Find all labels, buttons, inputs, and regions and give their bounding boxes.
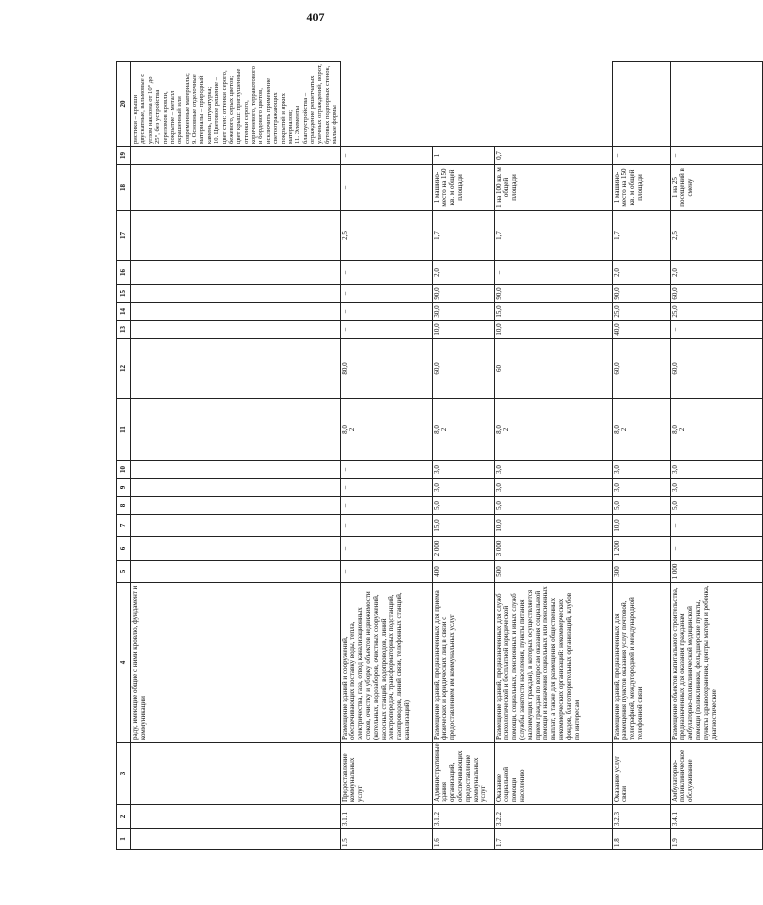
cell-col-13: 10,0: [432, 321, 494, 339]
cell-col-12: 60,0: [670, 339, 762, 399]
header-cell: 11: [117, 399, 131, 461]
cell-col-17: 2,5: [340, 211, 432, 261]
cell-col-1: 1.9: [670, 829, 762, 850]
cell-col-10: 3,0: [494, 461, 612, 479]
cell-col-7: 15,0: [432, 515, 494, 537]
cell-col-10: –: [340, 461, 432, 479]
cell-col-13: 10,0: [494, 321, 612, 339]
cell-col-14: 25,0: [670, 303, 762, 321]
continuation-row: [131, 62, 341, 850]
cell-col-12: 60,0: [612, 339, 670, 399]
cell-col-17: 2,5: [670, 211, 762, 261]
empty-note-cell: [612, 62, 670, 147]
cell-col-3: Оказание социальной помощи населению: [494, 743, 612, 805]
cell-col-16: 2,0: [670, 261, 762, 285]
cell-col-16: 2,0: [432, 261, 494, 285]
cell-col-16: –: [494, 261, 612, 285]
table-row: [670, 62, 762, 850]
cell-col-5: –: [340, 561, 432, 583]
header-cell: 4: [117, 583, 131, 743]
cell-col-15: –: [340, 285, 432, 303]
cell-col-4: Размещение объектов капитального строительства, предназначенных для оказания гражданам амбулаторно-поликлинической медицинской помощи (поликлиники, фельдшерские пункты, пункты здравоохранения, центры матери и ребенка, диагностические: [670, 583, 762, 743]
cell-col-3: Оказание услуг связи: [612, 743, 670, 805]
cell-col-11: 8,0 2: [612, 399, 670, 461]
page-number: 407: [306, 10, 325, 24]
cell-col-14: –: [340, 303, 432, 321]
cell-col-8: 5,0: [612, 497, 670, 515]
cell-col-15: 90,0: [494, 285, 612, 303]
cell-col-9: 3,0: [670, 479, 762, 497]
cell-col-8: 5,0: [494, 497, 612, 515]
cell-col-2: 3.2.3: [612, 805, 670, 829]
cell-col-13: –: [340, 321, 432, 339]
regulations-table: [116, 61, 763, 850]
cell-col-6: 1 200: [612, 537, 670, 561]
cell-col-18: 1 машино-место на 150 кв. м общей площади: [432, 165, 494, 211]
cell-col-3: Амбулаторно-поликлиническое обслуживание: [670, 743, 762, 805]
header-cell: 13: [117, 321, 131, 339]
cell-col-2: 3.1.1: [340, 805, 432, 829]
cell-col-1: 1.8: [612, 829, 670, 850]
table-row: [494, 62, 612, 850]
header-cell: 17: [117, 211, 131, 261]
cell-col-1: 1.7: [494, 829, 612, 850]
table-row: [612, 62, 670, 850]
cell-col-12: 60: [494, 339, 612, 399]
cell-col-1: 1.5: [340, 829, 432, 850]
cell-col-15: 90,0: [432, 285, 494, 303]
cell-col-11: 8,0 2: [494, 399, 612, 461]
cell-col-14: 25,0: [612, 303, 670, 321]
cell-col-11: 8,0 2: [432, 399, 494, 461]
table-row: [340, 62, 432, 850]
cell-col-6: 2 000: [432, 537, 494, 561]
cell-col-14: 30,0: [432, 303, 494, 321]
cell-col-4: Размещение зданий, предназначенных для размещения пунктов оказания услуг почтовой, телеграфной, междугородней и международной телефонной связи: [612, 583, 670, 743]
header-cell: 19: [117, 147, 131, 165]
cell-col-5: 300: [612, 561, 670, 583]
cell-col-10: 3,0: [612, 461, 670, 479]
architectural-notes: ристики – крыши двускатные, вальмовые с углом наклона от 10° до 25°, без устройства переломов кровли, покрытие – металл окрашенный или современные материалы; 9. Основные отделочные материалы – природный камень, штукатурка; 10. Цветовое решение – цвет стен: оттенки серого, бежевого, серых цветов; цвет крыш: приглушенные оттенки серого, коричневого, терракотового и бордового цветов, исключить применение светоотражающих покрытий и ярких материалов; 11. Элементы благоустройства – ограждение решетчатых уличных ограждений, ворот, бутовых подпорных стенок, малые формы: [131, 62, 341, 147]
cell-col-12: 80,0: [340, 339, 432, 399]
cell-col-10: 3,0: [670, 461, 762, 479]
cell-col-2: 3.1.2: [432, 805, 494, 829]
cell-col-6: –: [340, 537, 432, 561]
cell-col-13: 40,0: [612, 321, 670, 339]
cell-col-8: 5,0: [432, 497, 494, 515]
header-cell: 15: [117, 285, 131, 303]
cell-col-2: 3.4.1: [670, 805, 762, 829]
cell-col-4: Размещение зданий и сооружений, обеспечивающих поставку воды, тепла, электричества, газа, отвод канализационных стоков, очистку и уборку объектов недвижимости (котельных, водозаборов, очистных сооружений, насосных станций, водопроводов, линий электропередач, трансформаторных подстанций, газопроводов, линий связи, телефонных станций, канализаций): [340, 583, 432, 743]
cell-col-3: Предоставление коммунальных услуг: [340, 743, 432, 805]
header-cell: 18: [117, 165, 131, 211]
cell-col-5: 400: [432, 561, 494, 583]
cell-col-18: –: [340, 165, 432, 211]
empty-note-cell: [670, 62, 762, 147]
cell-col-10: 3,0: [432, 461, 494, 479]
cell-col-8: 5,0: [670, 497, 762, 515]
cell-col-12: 60,0: [432, 339, 494, 399]
header-cell: 12: [117, 339, 131, 399]
header-cell: 9: [117, 479, 131, 497]
continuation-text: раду, имеющие общие с ними кровлю, фундамент и коммуникации: [131, 583, 341, 743]
header-cell: 8: [117, 497, 131, 515]
cell-col-6: –: [670, 537, 762, 561]
cell-col-7: –: [340, 515, 432, 537]
cell-col-3: Административные здания организаций, обеспечивающих предоставление коммунальных услуг: [432, 743, 494, 805]
cell-col-9: 3,0: [612, 479, 670, 497]
cell-col-19: –: [340, 147, 432, 165]
cell-col-17: 1,7: [432, 211, 494, 261]
cell-col-15: 90,0: [612, 285, 670, 303]
cell-col-7: –: [670, 515, 762, 537]
header-cell: 16: [117, 261, 131, 285]
cell-col-18: 1 на 100 кв. м общей площади: [494, 165, 612, 211]
header-cell: 10: [117, 461, 131, 479]
cell-col-14: 15,0: [494, 303, 612, 321]
cell-col-9: –: [340, 479, 432, 497]
cell-col-7: 10,0: [494, 515, 612, 537]
table-row: [432, 62, 494, 850]
cell-col-16: –: [340, 261, 432, 285]
header-row: [117, 62, 131, 850]
cell-col-1: 1.6: [432, 829, 494, 850]
cell-col-19: –: [612, 147, 670, 165]
cell-col-16: 2,0: [612, 261, 670, 285]
cell-col-5: 1 000: [670, 561, 762, 583]
cell-col-17: 1,7: [494, 211, 612, 261]
header-cell: 3: [117, 743, 131, 805]
cell-col-19: –: [670, 147, 762, 165]
header-cell: 14: [117, 303, 131, 321]
cell-col-4: Размещение зданий, предназначенных для служб психологической и бесплатной юридической помощи, социальных, пенсионных и иных служб (службы занятости населения, пункты питания малоимущих граждан), в которых осуществляется прием граждан по вопросам оказания социальной помощи и назначения социальных или пенсионных выплат, а также для размещения общественных некоммерческих организаций: некоммерческих фондов, благотворительных организаций, клубов по интересам: [494, 583, 612, 743]
cell-col-4: Размещение зданий, предназначенных для приема физических и юридических лиц в связи с предоставлением им коммунальных услуг: [432, 583, 494, 743]
cell-col-17: 1,7: [612, 211, 670, 261]
cell-col-18: 1 машино-место на 150 кв. м общей площади: [612, 165, 670, 211]
cell-col-11: 8,0 2: [670, 399, 762, 461]
cell-col-15: 60,0: [670, 285, 762, 303]
header-cell: 20: [117, 62, 131, 147]
cell-col-9: 3,0: [494, 479, 612, 497]
header-cell: 5: [117, 561, 131, 583]
header-cell: 6: [117, 537, 131, 561]
cell-col-6: 3 000: [494, 537, 612, 561]
cell-col-19: 0,7: [494, 147, 612, 165]
cell-col-18: 1 на 25 посещений в смену: [670, 165, 762, 211]
cell-col-9: 3,0: [432, 479, 494, 497]
rotated-table-wrapper: [116, 62, 718, 850]
cell-col-19: 1: [432, 147, 494, 165]
cell-col-8: –: [340, 497, 432, 515]
header-cell: 2: [117, 805, 131, 829]
header-cell: 7: [117, 515, 131, 537]
cell-col-5: 500: [494, 561, 612, 583]
cell-col-2: 3.2.2: [494, 805, 612, 829]
cell-col-11: 8,0 2: [340, 399, 432, 461]
cell-col-13: –: [670, 321, 762, 339]
cell-col-7: 10,0: [612, 515, 670, 537]
header-cell: 1: [117, 829, 131, 850]
